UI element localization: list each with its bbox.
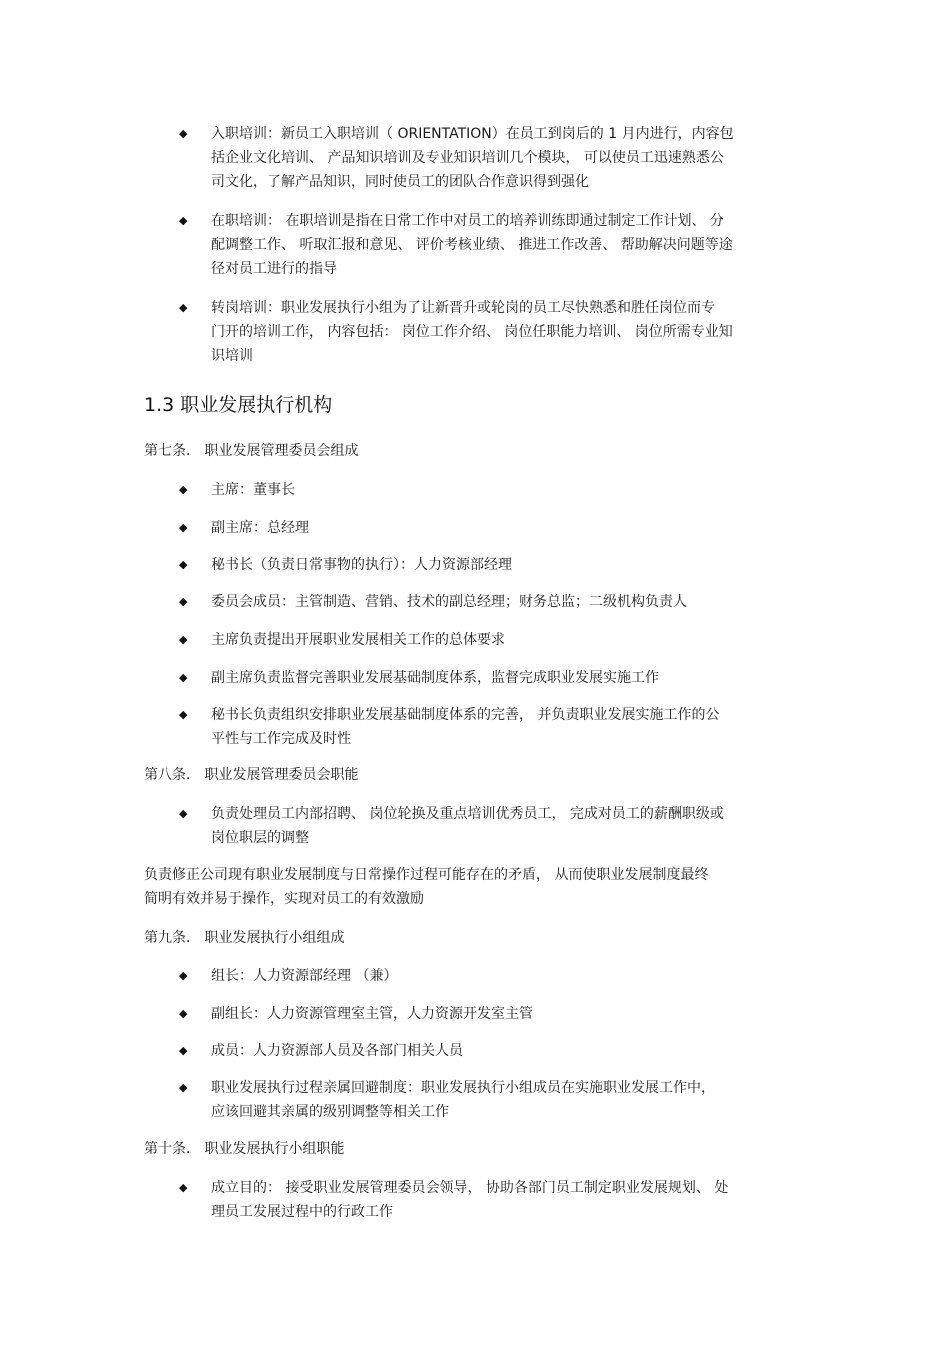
text-line: 组长：人力资源部经理 （兼） [211, 968, 398, 984]
text-line: 秘书长（负责日常事物的执行）：人力资源部经理 [211, 557, 512, 573]
bullet-icon: ◆ [179, 595, 188, 608]
text-line: 简明有效并易于操作，实现对员工的有效激励 [144, 891, 424, 907]
text-line: 职业发展执行过程亲属回避制度：职业发展执行小组成员在实施职业发展工作中， [211, 1080, 715, 1096]
list-item [211, 703, 811, 751]
text-line: 转岗培训：职业发展执行小组为了让新晋升或轮岗的员工尽快熟悉和胜任岗位而专 [211, 300, 715, 316]
text-line: 门开的培训工作， 内容包括： 岗位工作介绍、 岗位任职能力培训、 岗位所需专业知 [211, 324, 733, 340]
text-line: 径对员工进行的指导 [211, 261, 337, 277]
text-line: 负责修正公司现有职业发展制度与日常操作过程可能存在的矛盾， 从而使职业发展制度最终 [144, 867, 709, 883]
list-item [211, 1076, 811, 1124]
text-line: 在职培训： 在职培训是指在日常工作中对员工的培养训练即通过制定工作计划、 分 [211, 213, 724, 229]
bullet-icon: ◆ [179, 1044, 188, 1057]
bullet-icon: ◆ [179, 521, 188, 534]
text-line: 成员：人力资源部人员及各部门相关人员 [211, 1043, 463, 1059]
text-line: 司文化，了解产品知识，同时使员工的团队合作意识得到强化 [211, 174, 589, 190]
list-item [211, 553, 811, 577]
text-line: 应该回避其亲属的级别调整等相关工作 [211, 1104, 449, 1120]
text-line: 配调整工作、 听取汇报和意见、 评价考核业绩、 推进工作改善、 帮助解决问题等途 [211, 237, 733, 253]
article-title: 第七条． 职业发展管理委员会组成 [144, 443, 359, 459]
text-line: 成立目的： 接受职业发展管理委员会领导， 协助各部门员工制定职业发展规划、 处 [211, 1180, 729, 1196]
bullet-icon: ◆ [179, 1007, 188, 1020]
bullet-icon: ◆ [179, 807, 188, 820]
text-line: 主席：董事长 [211, 482, 295, 498]
list-item [211, 478, 811, 502]
list-item-onjob-training [211, 209, 811, 281]
text-line: 括企业文化培训、 产品知识培训及专业知识培训几个模块， 可以使员工迅速熟悉公 [211, 150, 724, 166]
bullet-icon: ◆ [179, 301, 188, 314]
bullet-icon: ◆ [179, 671, 188, 684]
bullet-icon: ◆ [179, 633, 188, 646]
text-line: 副组长：人力资源管理室主管，人力资源开发室主管 [211, 1006, 533, 1022]
bullet-icon: ◆ [179, 127, 188, 140]
list-item-transfer-training [211, 296, 811, 368]
text-line: 委员会成员：主管制造、营销、技术的副总经理；财务总监；二级机构负责人 [211, 594, 687, 610]
list-item [211, 964, 811, 988]
bullet-icon: ◆ [179, 558, 188, 571]
text-line: 秘书长负责组织安排职业发展基础制度体系的完善， 并负责职业发展实施工作的公 [211, 707, 720, 723]
list-item [211, 628, 811, 652]
list-item [211, 802, 811, 850]
bullet-icon: ◆ [179, 483, 188, 496]
article-title: 第九条． 职业发展执行小组组成 [144, 930, 345, 946]
list-item [211, 516, 811, 540]
text-line: 岗位职层的调整 [211, 830, 309, 846]
bullet-icon: ◆ [179, 214, 188, 227]
bullet-icon: ◆ [179, 969, 188, 982]
article-title: 第八条． 职业发展管理委员会职能 [144, 767, 359, 783]
article-title: 第十条． 职业发展执行小组职能 [144, 1141, 345, 1157]
section-heading: 1.3 职业发展执行机构 [144, 394, 333, 416]
list-item [211, 590, 811, 614]
paragraph [144, 863, 804, 911]
bullet-icon: ◆ [179, 1181, 188, 1194]
list-item [211, 1039, 811, 1063]
bullet-icon: ◆ [179, 1081, 188, 1094]
list-item [211, 1176, 811, 1224]
text-line: 副主席：总经理 [211, 520, 309, 536]
text-line: 副主席负责监督完善职业发展基础制度体系，监督完成职业发展实施工作 [211, 670, 659, 686]
bullet-icon: ◆ [179, 708, 188, 721]
text-line: 负责处理员工内部招聘、 岗位轮换及重点培训优秀员工， 完成对员工的薪酬职级或 [211, 806, 724, 822]
text-line: 理员工发展过程中的行政工作 [211, 1204, 393, 1220]
list-item-onboarding-training [211, 122, 811, 194]
text-line: 平性与工作完成及时性 [211, 731, 351, 747]
list-item [211, 666, 811, 690]
text-line: 入职培训：新员工入职培训（ ORIENTATION）在员工到岗后的 1 月内进行，内容包 [211, 126, 734, 142]
text-line: 主席负责提出开展职业发展相关工作的总体要求 [211, 632, 505, 648]
list-item [211, 1002, 811, 1026]
text-line: 识培训 [211, 348, 253, 364]
